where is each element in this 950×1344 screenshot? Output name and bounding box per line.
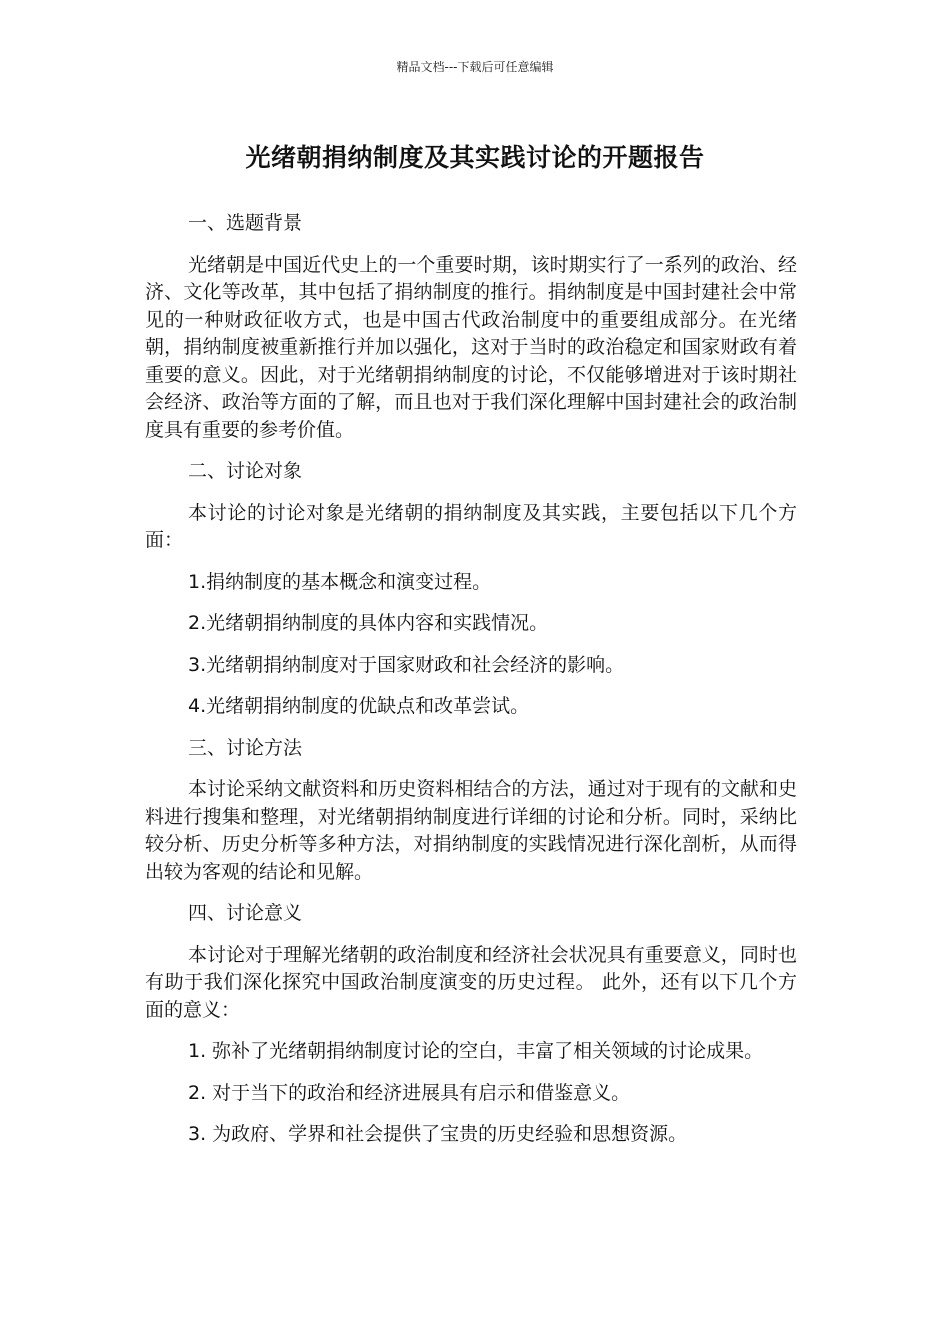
list-item: 4.光绪朝捐纳制度的优缺点和改革尝试。 xyxy=(188,695,530,717)
list-item: 1. 弥补了光绪朝捐纳制度讨论的空白，丰富了相关领域的讨论成果。 xyxy=(188,1040,764,1062)
list-item: 3. 为政府、学界和社会提供了宝贵的历史经验和思想资源。 xyxy=(188,1123,688,1145)
list-item: 2. 对于当下的政治和经济进展具有启示和借鉴意义。 xyxy=(188,1081,631,1104)
list-item: 3.光绪朝捐纳制度对于国家财政和社会经济的影响。 xyxy=(188,653,625,676)
document-body xyxy=(145,210,797,1149)
list-item: 2.光绪朝捐纳制度的具体内容和实践情况。 xyxy=(188,612,549,634)
section-paragraph-significance: 本讨论对于理解光绪朝的政治制度和经济社会状况具有重要意义，同时也有助于我们深化探究中国政治制度演变的历史过程。 此外，还有以下几个方面的意义： xyxy=(145,943,797,1021)
section-paragraph-method: 本讨论采纳文献资料和历史资料相结合的方法，通过对于现有的文献和史料进行搜集和整理，对光绪朝捐纳制度进行详细的讨论和分析。同时，采纳比较分析、历史分析等多种方法，对捐纳制度的实践情况进行深化剖析，从而得出较为客观的结论和见解。 xyxy=(145,778,797,883)
section-heading-background: 一、选题背景 xyxy=(188,212,303,234)
section-heading-method: 三、讨论方法 xyxy=(188,736,303,759)
section-heading-subject: 二、讨论对象 xyxy=(188,460,303,482)
page-header-note: 精品文档---下载后可任意编辑 xyxy=(396,60,554,74)
section-heading-significance: 四、讨论意义 xyxy=(188,902,303,924)
section-paragraph-background: 光绪朝是中国近代史上的一个重要时期，该时期实行了一系列的政治、经济、文化等改革，其中包括了捐纳制度的推行。捐纳制度是中国封建社会中常见的一种财政征收方式，也是中国古代政治制度中的重要组成部分。在光绪朝，捐纳制度被重新推行并加以强化，这对于当时的政治稳定和国家财政有着重要的意义。因此，对于光绪朝捐纳制度的讨论，不仅能够增进对于该时期社会经济、政治等方面的了解，而且也对于我们深化理解中国封建社会的政治制度具有重要的参考价值。 xyxy=(145,253,797,441)
document-title: 光绪朝捐纳制度及其实践讨论的开题报告 xyxy=(245,143,705,172)
section-paragraph-subject: 本讨论的讨论对象是光绪朝的捐纳制度及其实践，主要包括以下几个方面： xyxy=(145,501,797,551)
list-item: 1.捐纳制度的基本概念和演变过程。 xyxy=(188,570,492,593)
